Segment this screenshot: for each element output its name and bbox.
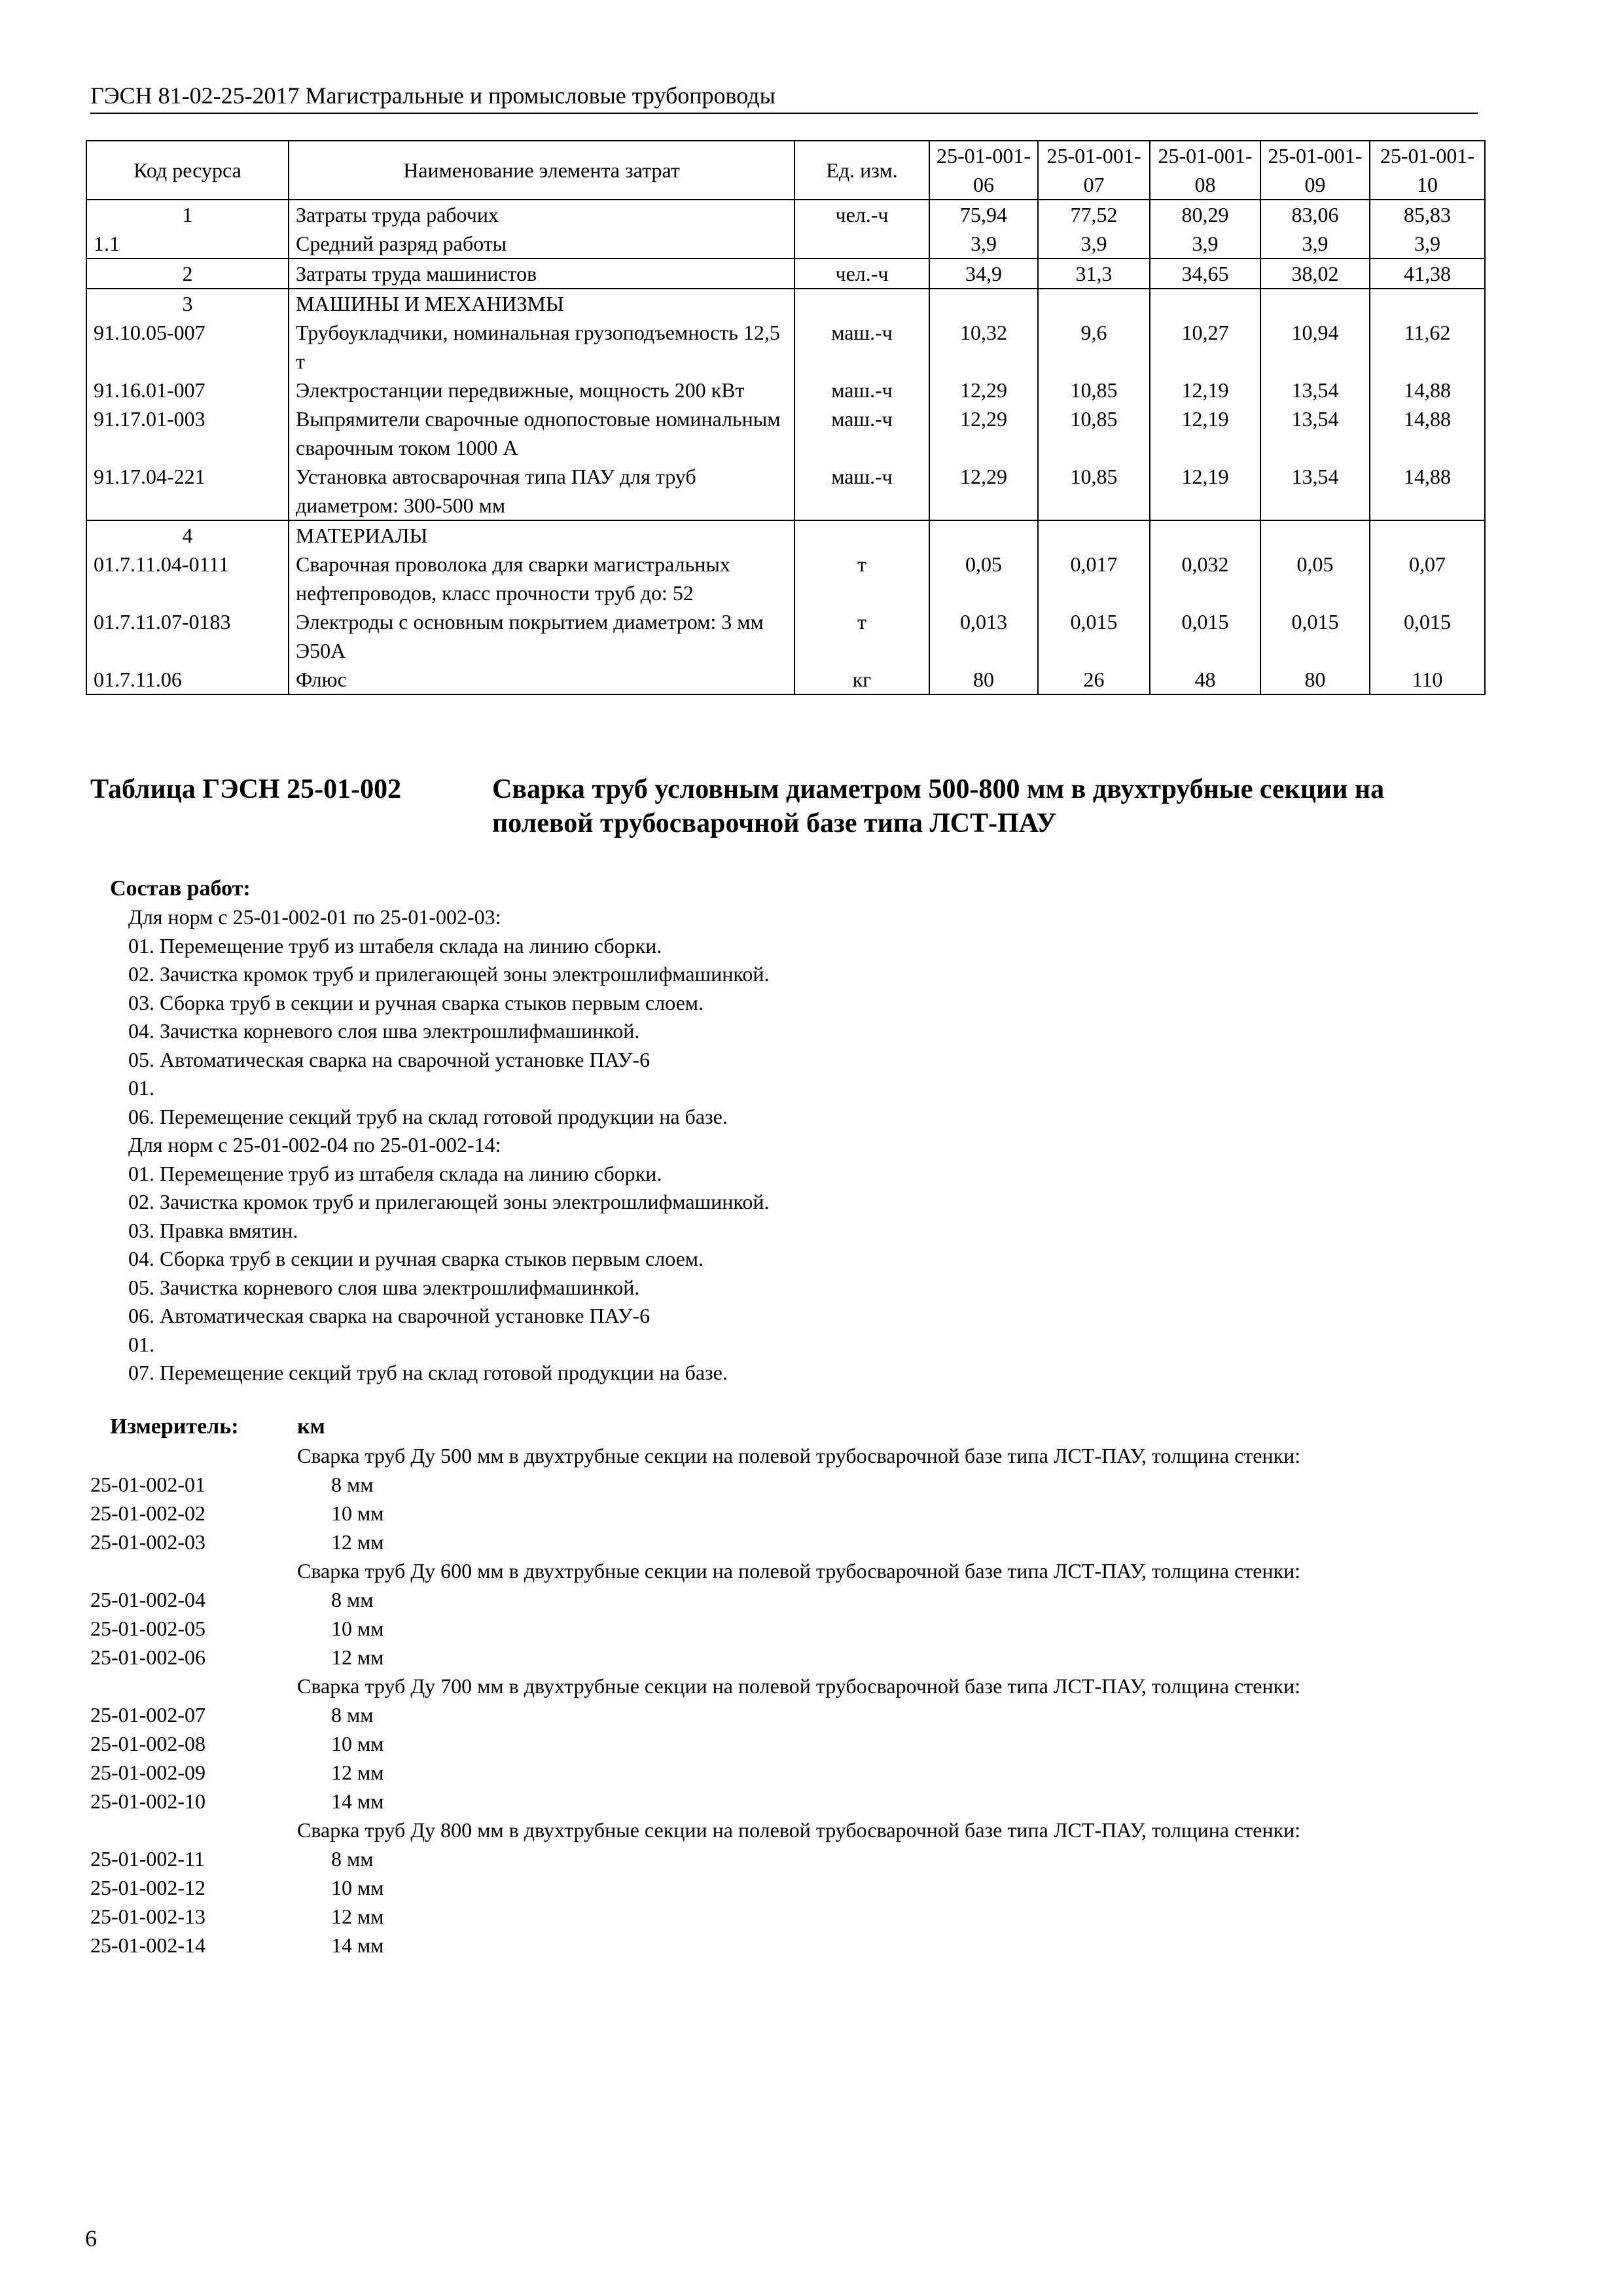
resource-value: 0,017 (1038, 550, 1150, 607)
norm-thickness: 14 мм (331, 1789, 384, 1813)
resource-value: 14,88 (1370, 462, 1485, 520)
norm-thickness: 10 мм (331, 1732, 384, 1755)
resource-code: 91.17.04-221 (86, 462, 289, 520)
resource-value (1038, 520, 1150, 550)
norm-code: 25-01-002-13 (90, 1905, 205, 1928)
resource-value: 34,65 (1150, 259, 1260, 289)
sostav-line: 06. Автоматическая сварка на сварочной установке ПАУ-6 (128, 1304, 651, 1327)
resource-value: 80,29 (1150, 200, 1260, 229)
table-title: Сварка труб условным диаметром 500-800 мм в двухтрубные секции на полевой трубосварочной базе типа ЛСТ-ПАУ (492, 774, 1385, 838)
resource-unit: т (794, 550, 929, 607)
resource-code: 91.17.01-003 (86, 404, 289, 462)
izmeritel-row (90, 1614, 1484, 1643)
resource-name: Электроды с основным покрытием диаметром: 3 мм Э50А (289, 607, 794, 665)
table-header-row (86, 141, 1485, 200)
resource-value: 12,29 (929, 376, 1038, 404)
col-header: 25-01-001-10 (1370, 141, 1485, 200)
resource-value: 77,52 (1038, 200, 1150, 229)
resource-value: 38,02 (1260, 259, 1370, 289)
izmeritel-row (90, 1844, 1484, 1873)
col-header: Ед. изм. (794, 141, 929, 200)
izmeritel-row (90, 1729, 1484, 1758)
col-header: 25-01-001-09 (1260, 141, 1370, 200)
resource-code: 01.7.11.06 (86, 665, 289, 694)
resource-code: 91.10.05-007 (86, 318, 289, 376)
norm-thickness: 8 мм (331, 1588, 374, 1611)
resource-value: 12,19 (1150, 376, 1260, 404)
resource-value: 12,29 (929, 404, 1038, 462)
resource-value: 0,015 (1038, 607, 1150, 665)
resource-name: Средний разряд работы (289, 229, 794, 259)
resource-unit (794, 289, 929, 318)
izmeritel-row (90, 1528, 1484, 1556)
sostav-line: 01. (128, 1076, 154, 1100)
table-row (86, 520, 1485, 550)
resource-value: 3,9 (929, 229, 1038, 259)
resource-code: 1.1 (86, 229, 289, 259)
table-row (86, 318, 1485, 376)
sostav-heading: Состав работ: (110, 876, 251, 901)
table-row (86, 404, 1485, 462)
resource-value: 41,38 (1370, 259, 1485, 289)
resource-value: 10,32 (929, 318, 1038, 376)
sostav-line: 01. (128, 1332, 154, 1356)
resource-value: 0,05 (1260, 550, 1370, 607)
resource-table (86, 140, 1486, 695)
resource-unit: маш.-ч (794, 376, 929, 404)
resource-value (1370, 520, 1485, 550)
resource-value: 13,54 (1260, 404, 1370, 462)
resource-value (1370, 289, 1485, 318)
izmeritel-row (90, 1470, 1484, 1499)
norm-thickness: 10 мм (331, 1617, 384, 1640)
izmeritel-row (90, 1556, 1484, 1585)
resource-unit: т (794, 607, 929, 665)
norm-thickness: 10 мм (331, 1501, 384, 1525)
resource-value (1260, 520, 1370, 550)
resource-value (1150, 289, 1260, 318)
norm-code: 25-01-002-11 (90, 1847, 205, 1871)
resource-unit: кг (794, 665, 929, 694)
table-row (86, 550, 1485, 607)
sostav-line: 05. Зачистка корневого слоя шва электрошлифмашинкой. (128, 1275, 640, 1299)
norm-code: 25-01-002-08 (90, 1732, 205, 1755)
resource-value (1260, 289, 1370, 318)
resource-value: 12,19 (1150, 462, 1260, 520)
sostav-line: 01. Перемещение труб из штабеля склада на линию сборки. (128, 933, 662, 958)
norm-code (90, 1441, 297, 1470)
resource-name: Флюс (289, 665, 794, 694)
resource-unit: чел.-ч (794, 259, 929, 289)
resource-code: 2 (86, 259, 289, 289)
sostav-line: 01. Перемещение труб из штабеля склада на линию сборки. (128, 1161, 662, 1185)
norm-code: 25-01-002-07 (90, 1703, 205, 1727)
resource-code: 1 (86, 200, 289, 229)
norm-code: 25-01-002-12 (90, 1876, 205, 1899)
resource-value: 110 (1370, 665, 1485, 694)
resource-value: 80 (929, 665, 1038, 694)
izmeritel-row (90, 1585, 1484, 1614)
resource-value: 31,3 (1038, 259, 1150, 289)
izmeritel-row (90, 1672, 1484, 1700)
resource-value: 3,9 (1038, 229, 1150, 259)
page-number: 6 (85, 2225, 97, 2251)
izmeritel-label: Измеритель: (110, 1414, 239, 1439)
norm-thickness: 12 мм (331, 1905, 384, 1928)
resource-code: 01.7.11.07-0183 (86, 607, 289, 665)
resource-value: 10,85 (1038, 404, 1150, 462)
table-row (86, 200, 1485, 229)
resource-value: 0,032 (1150, 550, 1260, 607)
norm-description: Сварка труб Ду 800 мм в двухтрубные секции на полевой трубосварочной базе типа ЛСТ-ПАУ, толщина стенки: (297, 1818, 1301, 1842)
sostav-line: 02. Зачистка кромок труб и прилегающей зоны электрошлифмашинкой. (128, 1190, 770, 1213)
resource-value: 10,85 (1038, 376, 1150, 404)
resource-code: 91.16.01-007 (86, 376, 289, 404)
sostav-line: 04. Сборка труб в секции и ручная сварка стыков первым слоем. (128, 1247, 704, 1270)
resource-value: 10,27 (1150, 318, 1260, 376)
izmeritel-row (90, 1700, 1484, 1729)
norm-description: Сварка труб Ду 500 мм в двухтрубные секции на полевой трубосварочной базе типа ЛСТ-ПАУ, толщина стенки: (297, 1444, 1301, 1467)
table-row (86, 229, 1485, 259)
resource-value: 10,94 (1260, 318, 1370, 376)
norm-thickness: 14 мм (331, 1933, 384, 1957)
table-row (86, 376, 1485, 404)
resource-unit (794, 229, 929, 259)
izmeritel-row (90, 1758, 1484, 1787)
izmeritel-row (90, 1441, 1484, 1470)
resource-name: Выпрямители сварочные однопостовые номинальным сварочным током 1000 А (289, 404, 794, 462)
resource-code: 3 (86, 289, 289, 318)
norm-code: 25-01-002-05 (90, 1617, 205, 1640)
resource-value (1150, 520, 1260, 550)
table-row (86, 259, 1485, 289)
sostav-line: 05. Автоматическая сварка на сварочной установке ПАУ-6 (128, 1047, 651, 1071)
resource-value: 12,29 (929, 462, 1038, 520)
resource-value: 0,013 (929, 607, 1038, 665)
resource-value: 0,015 (1260, 607, 1370, 665)
norm-code: 25-01-002-03 (90, 1530, 205, 1554)
izmeritel-row (90, 1787, 1484, 1816)
resource-unit: маш.-ч (794, 462, 929, 520)
resource-value (929, 289, 1038, 318)
sostav-line: 07. Перемещение секций труб на склад готовой продукции на базе. (128, 1361, 728, 1384)
norm-code: 25-01-002-09 (90, 1761, 205, 1784)
resource-value (929, 520, 1038, 550)
norm-code: 25-01-002-14 (90, 1933, 205, 1957)
norm-thickness: 8 мм (331, 1703, 374, 1727)
sostav-line: 06. Перемещение секций труб на склад готовой продукции на базе. (128, 1104, 728, 1128)
resource-value: 75,94 (929, 200, 1038, 229)
norm-code (90, 1816, 297, 1844)
resource-unit (794, 520, 929, 550)
table-code: Таблица ГЭСН 25-01-002 (90, 774, 402, 804)
sostav-line: 04. Зачистка корневого слоя шва электрошлифмашинкой. (128, 1019, 640, 1043)
norm-code (90, 1556, 297, 1585)
sostav-line: 03. Сборка труб в секции и ручная сварка стыков первым слоем. (128, 990, 704, 1014)
col-header: Наименование элемента затрат (289, 141, 794, 200)
norm-thickness: 10 мм (331, 1876, 384, 1899)
resource-name: МАТЕРИАЛЫ (289, 520, 794, 550)
resource-value: 34,9 (929, 259, 1038, 289)
sostav-line: 02. Зачистка кромок труб и прилегающей зоны электрошлифмашинкой. (128, 962, 770, 986)
izmeritel-list (90, 1441, 1484, 1960)
sostav-line: Для норм с 25-01-002-04 по 25-01-002-14: (128, 1133, 501, 1157)
resource-value: 3,9 (1150, 229, 1260, 259)
norm-code: 25-01-002-02 (90, 1501, 205, 1525)
resource-value: 80 (1260, 665, 1370, 694)
izmeritel-row (90, 1643, 1484, 1672)
norm-description: Сварка труб Ду 700 мм в двухтрубные секции на полевой трубосварочной базе типа ЛСТ-ПАУ, толщина стенки: (297, 1674, 1301, 1698)
table-row (86, 665, 1485, 694)
resource-value: 85,83 (1370, 200, 1485, 229)
resource-value: 9,6 (1038, 318, 1150, 376)
izmeritel-row (90, 1499, 1484, 1528)
resource-value: 13,54 (1260, 376, 1370, 404)
table-row (86, 289, 1485, 318)
col-header: 25-01-001-08 (1150, 141, 1260, 200)
resource-unit: чел.-ч (794, 200, 929, 229)
resource-code: 4 (86, 520, 289, 550)
norm-code: 25-01-002-06 (90, 1645, 205, 1669)
resource-unit: маш.-ч (794, 318, 929, 376)
resource-name: МАШИНЫ И МЕХАНИЗМЫ (289, 289, 794, 318)
col-header: Код ресурса (86, 141, 289, 200)
sostav-line: 03. Правка вмятин. (128, 1218, 298, 1242)
norm-thickness: 12 мм (331, 1530, 384, 1554)
resource-name: Затраты труда рабочих (289, 200, 794, 229)
norm-code (90, 1672, 297, 1700)
resource-unit: маш.-ч (794, 404, 929, 462)
resource-value: 0,07 (1370, 550, 1485, 607)
sostav-line: Для норм с 25-01-002-01 по 25-01-002-03: (128, 905, 501, 929)
resource-value: 12,19 (1150, 404, 1260, 462)
resource-value: 13,54 (1260, 462, 1370, 520)
resource-value: 14,88 (1370, 376, 1485, 404)
resource-value: 10,85 (1038, 462, 1150, 520)
resource-name: Затраты труда машинистов (289, 259, 794, 289)
resource-code: 01.7.11.04-0111 (86, 550, 289, 607)
resource-name: Электростанции передвижные, мощность 200 кВт (289, 376, 794, 404)
izmeritel-row (90, 1873, 1484, 1902)
resource-value: 0,015 (1370, 607, 1485, 665)
resource-value: 11,62 (1370, 318, 1485, 376)
table-row (86, 462, 1485, 520)
resource-value: 3,9 (1370, 229, 1485, 259)
resource-value: 83,06 (1260, 200, 1370, 229)
izmeritel-row (90, 1902, 1484, 1931)
resource-value: 14,88 (1370, 404, 1485, 462)
resource-name: Установка автосварочная типа ПАУ для труб диаметром: 300-500 мм (289, 462, 794, 520)
resource-name: Трубоукладчики, номинальная грузоподъемность 12,5 т (289, 318, 794, 376)
norm-thickness: 8 мм (331, 1473, 374, 1496)
resource-value: 0,05 (929, 550, 1038, 607)
izmeritel-row (90, 1931, 1484, 1960)
resource-name: Сварочная проволока для сварки магистральных нефтепроводов, класс прочности труб до: 52 (289, 550, 794, 607)
norm-thickness: 12 мм (331, 1761, 384, 1784)
izmeritel-row (90, 1816, 1484, 1844)
running-header: ГЭСН 81-02-25-2017 Магистральные и промысловые трубопроводы (90, 81, 1478, 114)
col-header: 25-01-001-06 (929, 141, 1038, 200)
norm-code: 25-01-002-04 (90, 1588, 205, 1611)
resource-value: 48 (1150, 665, 1260, 694)
resource-value (1038, 289, 1150, 318)
norm-description: Сварка труб Ду 600 мм в двухтрубные секции на полевой трубосварочной базе типа ЛСТ-ПАУ, толщина стенки: (297, 1559, 1301, 1583)
sostav-list (128, 903, 769, 1388)
norm-code: 25-01-002-01 (90, 1473, 205, 1496)
resource-value: 26 (1038, 665, 1150, 694)
col-header: 25-01-001-07 (1038, 141, 1150, 200)
norm-thickness: 12 мм (331, 1645, 384, 1669)
izmeritel-unit: км (297, 1414, 325, 1439)
table-row (86, 607, 1485, 665)
norm-thickness: 8 мм (331, 1847, 374, 1871)
norm-code: 25-01-002-10 (90, 1789, 205, 1813)
resource-value: 0,015 (1150, 607, 1260, 665)
resource-value: 3,9 (1260, 229, 1370, 259)
